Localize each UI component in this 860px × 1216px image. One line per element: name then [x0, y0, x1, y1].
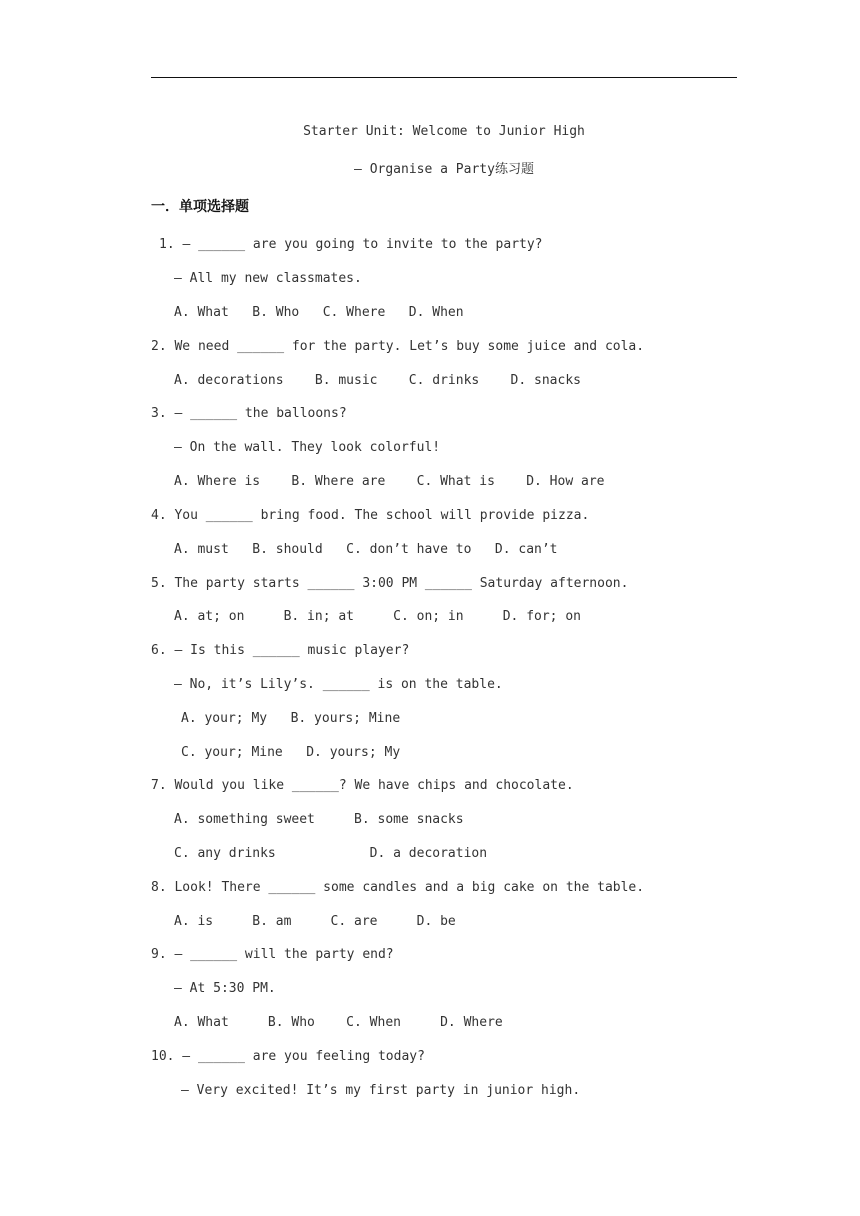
subtitle-english: – Organise a Party [354, 162, 495, 177]
question-10-stem: 10. — ______ are you feeling today? [151, 1049, 425, 1064]
question-7-options-row-2: C. any drinks D. a decoration [174, 846, 488, 861]
question-2-stem: 2. We need ______ for the party. Let’s buy some juice and cola. [151, 339, 645, 354]
question-9-response: — At 5:30 PM. [174, 981, 276, 996]
document-title: Starter Unit: Welcome to Junior High [303, 124, 585, 139]
question-6-options-row-1: A. your; My B. yours; Mine [181, 711, 401, 726]
question-8-stem: 8. Look! There ______ some candles and a big cake on the table. [151, 880, 645, 895]
question-8-options: A. is B. am C. are D. be [174, 914, 456, 929]
question-3-response: — On the wall. They look colorful! [174, 440, 441, 455]
question-6-response: — No, it’s Lily’s. ______ is on the table. [174, 677, 503, 692]
header-rule [151, 77, 737, 78]
question-1-stem: 1. — ______ are you going to invite to the party? [159, 237, 543, 252]
question-1-response: — All my new classmates. [174, 271, 362, 286]
subtitle-chinese: 练习题 [494, 162, 534, 177]
question-7-stem: 7. Would you like ______? We have chips and chocolate. [151, 778, 574, 793]
question-5-options: A. at; on B. in; at C. on; in D. for; on [174, 609, 581, 624]
question-4-options: A. must B. should C. don’t have to D. can’t [174, 542, 558, 557]
question-9-options: A. What B. Who C. When D. Where [174, 1015, 503, 1030]
question-10-response: — Very excited! It’s my first party in junior high. [181, 1083, 581, 1098]
document-subtitle [0, 158, 860, 177]
question-3-options: A. Where is B. Where are C. What is D. How are [174, 474, 605, 489]
question-6-options-row-2: C. your; Mine D. yours; My [181, 745, 401, 760]
question-6-stem: 6. — Is this ______ music player? [151, 643, 410, 658]
question-2-options: A. decorations B. music C. drinks D. snacks [174, 373, 581, 388]
question-4-stem: 4. You ______ bring food. The school will provide pizza. [151, 508, 590, 523]
section-heading: 一．单项选择题 [151, 199, 249, 215]
question-3-stem: 3. — ______ the balloons? [151, 406, 347, 421]
question-1-options: A. What B. Who C. Where D. When [174, 305, 464, 320]
question-5-stem: 5. The party starts ______ 3:00 PM ______ Saturday afternoon. [151, 576, 629, 591]
question-7-options-row-1: A. something sweet B. some snacks [174, 812, 464, 827]
question-9-stem: 9. — ______ will the party end? [151, 947, 394, 962]
